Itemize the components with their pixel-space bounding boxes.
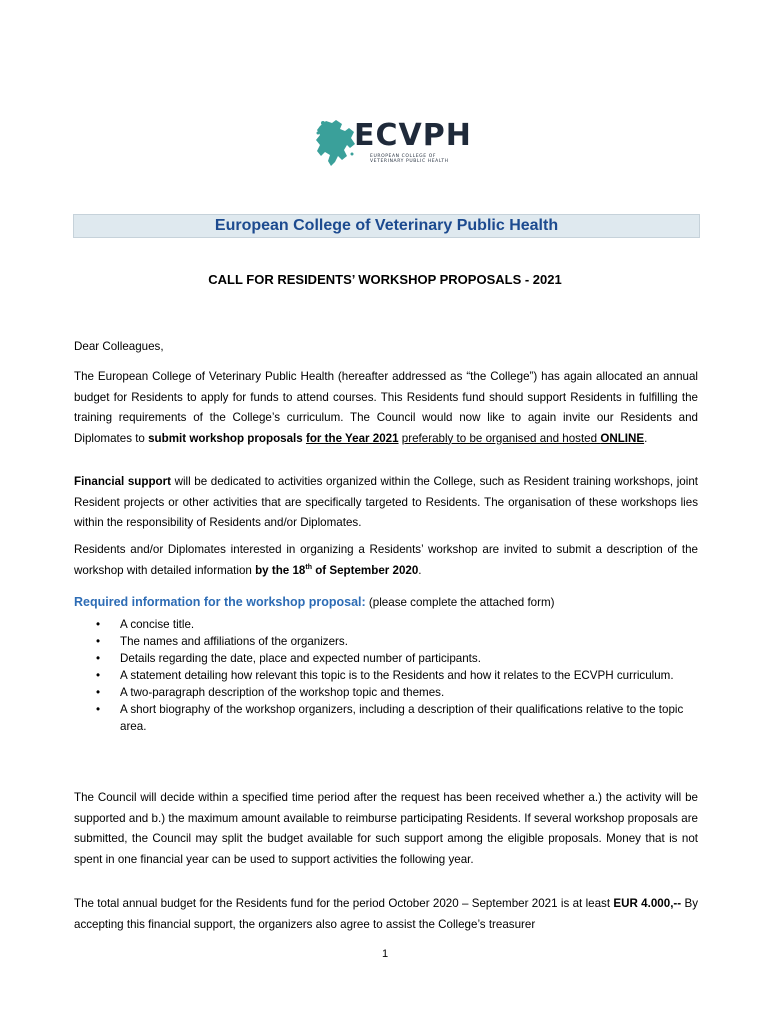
deadline-text: Residents and/or Diplomates interested in organizing a Residents’ workshop are invited to submit a description of the workshop with detailed information xyxy=(74,543,698,577)
deadline-date-pre: by the 18 xyxy=(255,563,306,577)
paragraph-deadline xyxy=(74,540,698,581)
europe-map-icon xyxy=(314,118,358,168)
banner-title: European College of Veterinary Public Health xyxy=(214,217,559,234)
greeting: Dear Colleagues, xyxy=(74,340,164,353)
list-item-text: A two-paragraph description of the workshop topic and themes. xyxy=(120,686,445,699)
logo-subtitle-line2: VETERINARY PUBLIC HEALTH xyxy=(370,159,449,164)
list-item xyxy=(74,684,698,701)
bullet: • xyxy=(96,703,101,716)
paragraph-council-decision: The Council will decide within a specified time period after the request has been received whether a.) the activity will be supported and b.) the maximum amount available to reimburse participating Residents. If several workshop proposals are submitted, the Council may split the budget available for such support among the eligible proposals. Money that is not spent in one financial year can be used to support activities the following year. xyxy=(74,791,698,866)
paragraph-budget xyxy=(74,894,698,935)
header-banner xyxy=(73,214,700,238)
logo-subtitle xyxy=(370,154,470,164)
intro-text: The European College of Veterinary Public Health (hereafter addressed as “the College”) has again allocated an annual budget for Residents to apply for funds to attend courses. This Residents fund should support Residents in fulfilling the training requirements of the College’s curriculum. The Council would now like to again invite our Residents and Diplomates to xyxy=(74,370,698,445)
deadline-date-post: of September 2020 xyxy=(311,563,419,577)
list-item-text: A short biography of the workshop organizers, including a description of their qualifications relative to the topic area. xyxy=(120,703,684,733)
list-item xyxy=(74,701,698,735)
list-item xyxy=(74,667,698,684)
paragraph-financial-support xyxy=(74,472,698,534)
deadline-end: . xyxy=(418,563,422,577)
budget-amount: EUR 4.000,-- xyxy=(613,897,682,910)
intro-year: for the Year 2021 xyxy=(305,431,399,445)
list-item-text: A statement detailing how relevant this topic is to the Residents and how it relates to the ECVPH curriculum. xyxy=(120,669,674,682)
budget-text-1: The total annual budget for the Residents fund for the period October 2020 – September 2021 is at least xyxy=(74,897,614,910)
financial-support-text: will be dedicated to activities organized within the College, such as Resident training workshops, joint Resident projects or other activities that are specifically targeted to Residents. The organisation of these workshops lies within the responsibility of Residents and/or Diplomates. xyxy=(74,475,698,529)
intro-end: . xyxy=(644,431,648,445)
bullet: • xyxy=(96,635,101,648)
list-item-text: A concise title. xyxy=(120,618,195,631)
bullet: • xyxy=(96,686,101,699)
bullet: • xyxy=(96,618,101,631)
list-item xyxy=(74,616,698,633)
required-info-list xyxy=(74,616,698,735)
budget-text-2: By accepting this financial support, the organizers also agree to assist the College’s treasurer xyxy=(74,897,699,931)
intro-online-note: preferably to be organised and hosted xyxy=(401,431,601,445)
list-item xyxy=(74,650,698,667)
paragraph-intro xyxy=(74,367,698,449)
logo-title: ECVPH xyxy=(354,118,472,153)
required-info-heading xyxy=(74,592,698,614)
required-note: (please complete the attached form) xyxy=(365,596,555,609)
logo-subtitle-line1: EUROPEAN COLLEGE OF xyxy=(370,154,437,159)
list-item-text: The names and affiliations of the organizers. xyxy=(120,635,348,648)
bullet: • xyxy=(96,652,101,665)
document-title: CALL FOR RESIDENTS’ WORKSHOP PROPOSALS - 2021 xyxy=(208,272,562,287)
list-item-text: Details regarding the date, place and expected number of participants. xyxy=(120,652,481,665)
intro-online: ONLINE xyxy=(600,431,645,445)
bullet: • xyxy=(96,669,101,682)
list-item xyxy=(74,633,698,650)
intro-bold-proposals: submit workshop proposals xyxy=(148,431,303,445)
ecvph-logo xyxy=(314,118,472,170)
financial-support-label: Financial support xyxy=(74,475,171,488)
required-heading: Required information for the workshop proposal: xyxy=(74,595,366,609)
page-number: 1 xyxy=(381,948,389,960)
deadline-date-sup: th xyxy=(305,563,312,571)
